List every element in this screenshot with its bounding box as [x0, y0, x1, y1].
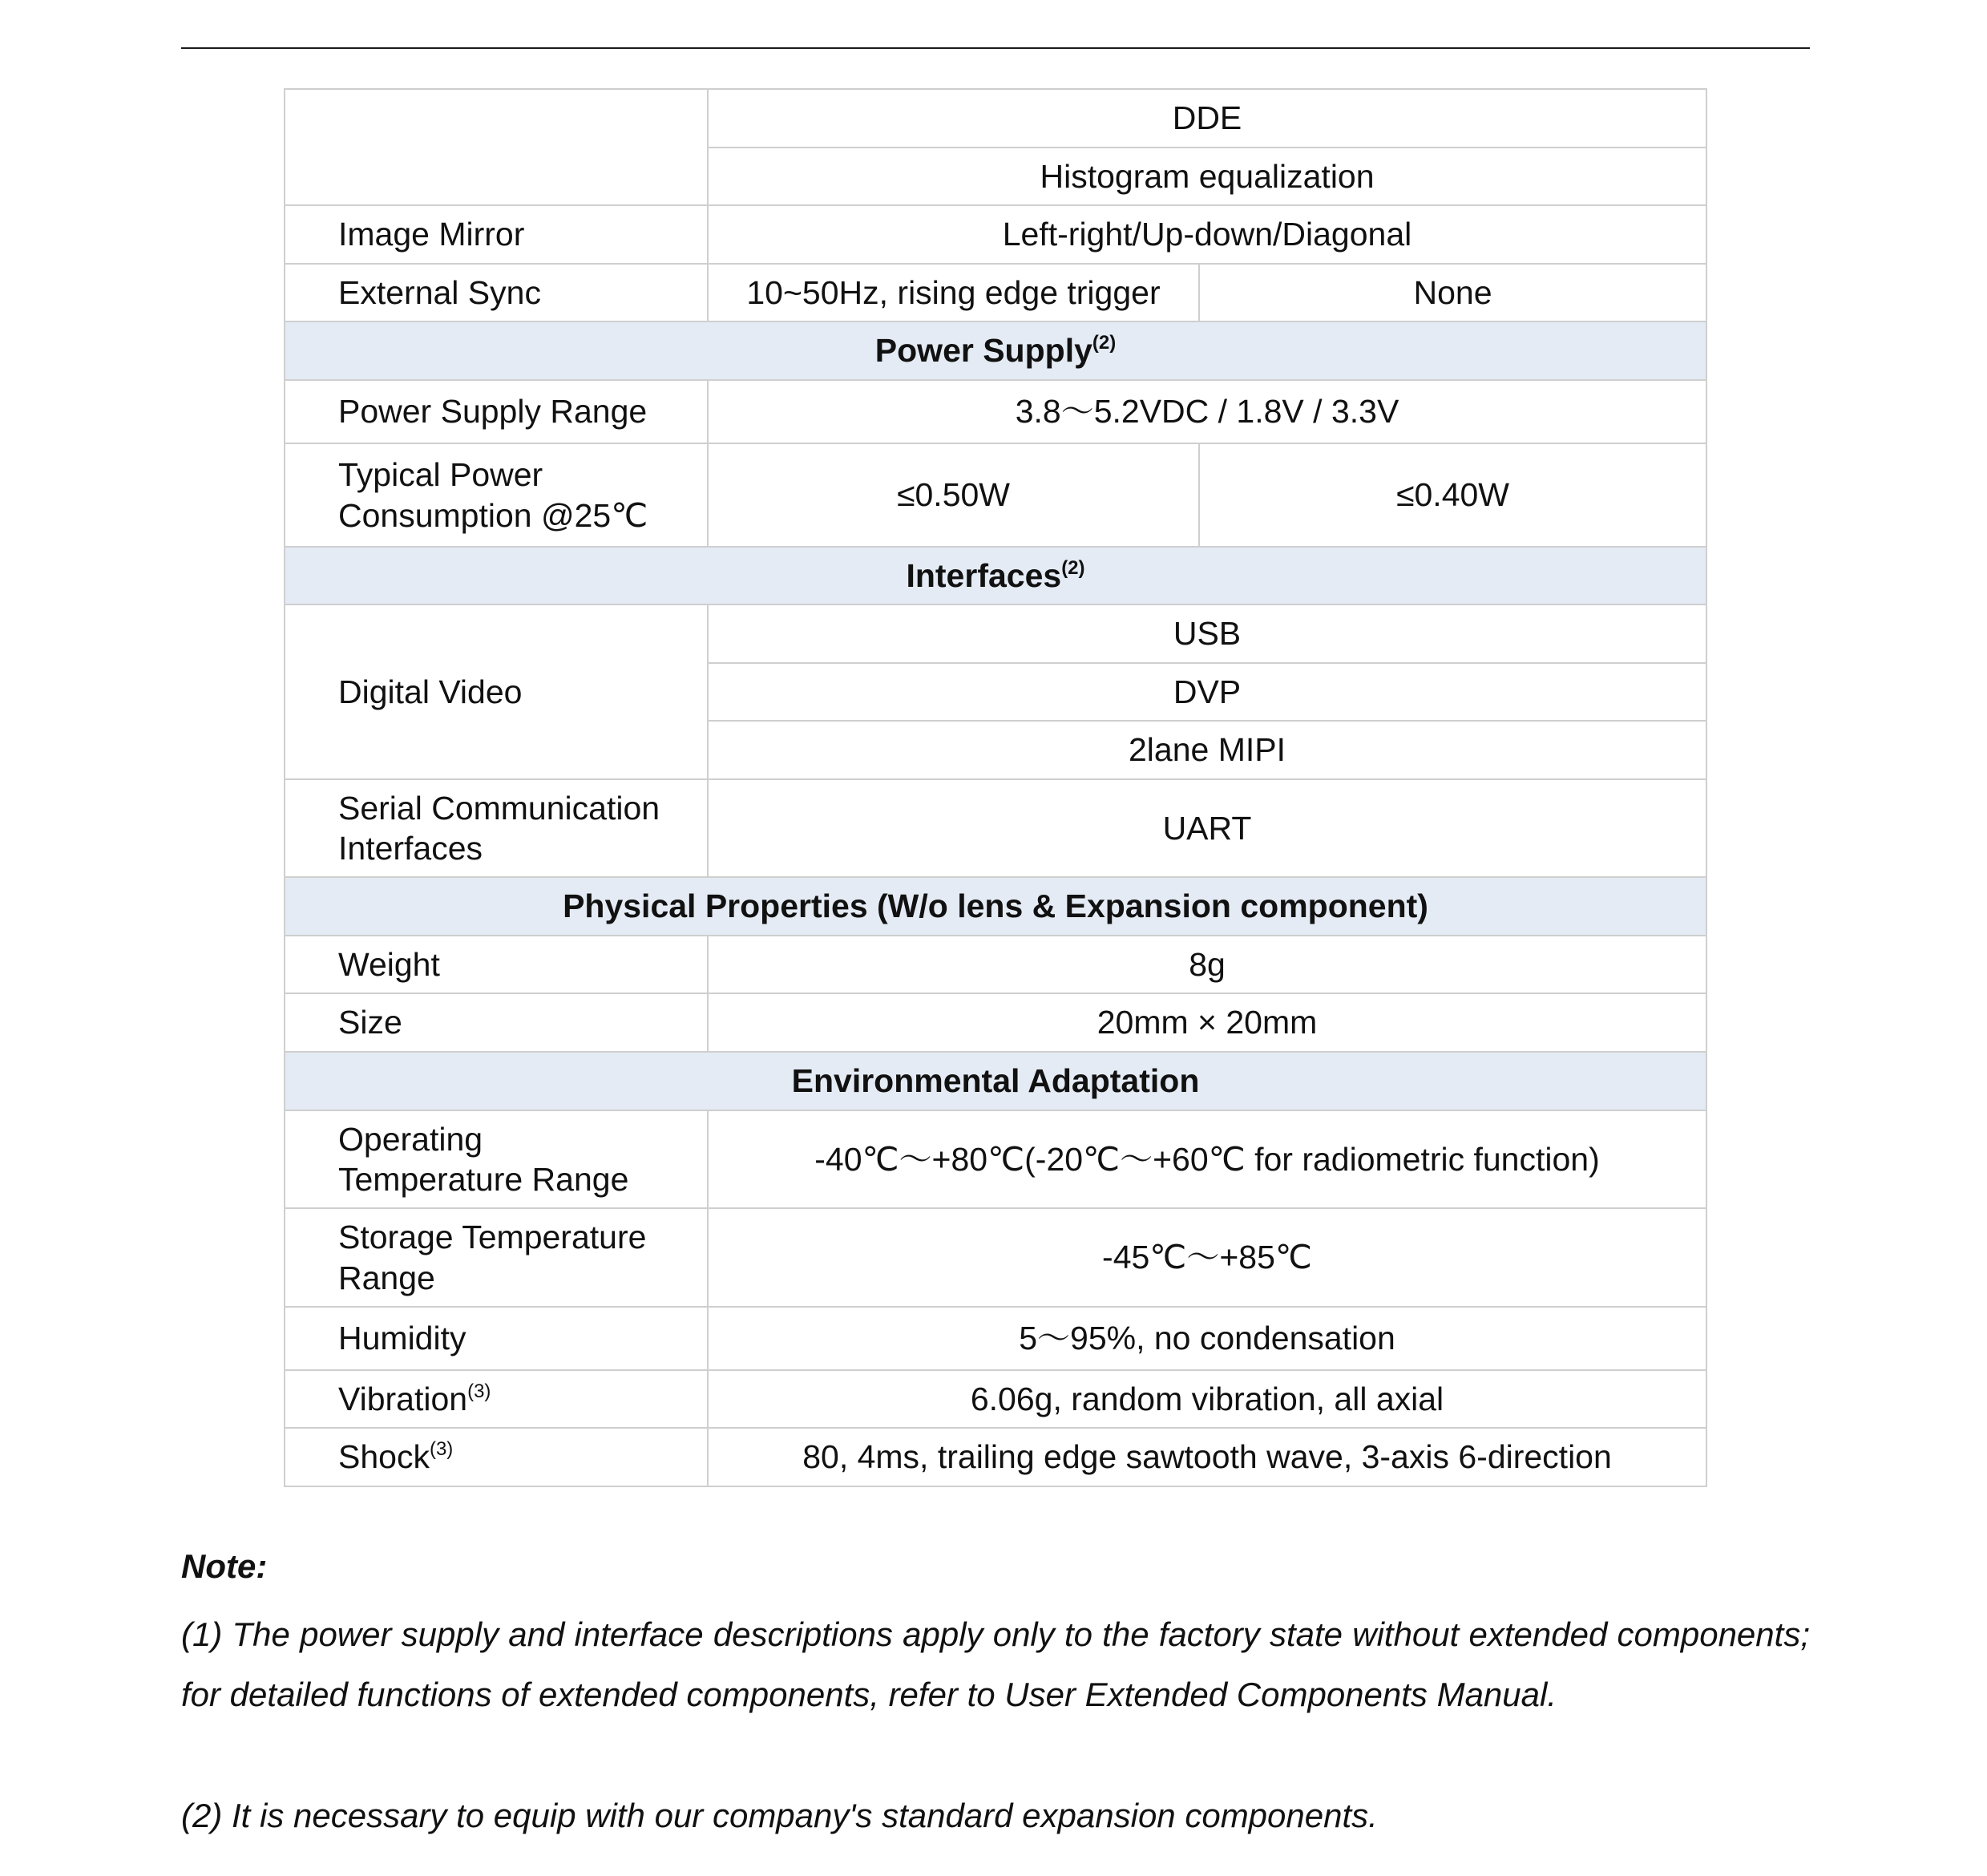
- table-row: [285, 1307, 1706, 1370]
- table-row: [285, 205, 1706, 264]
- note-2: (2) It is necessary to equip with our company's standard expansion components.: [181, 1797, 1378, 1834]
- label-text: Shock: [338, 1438, 430, 1476]
- footnote-marker: (2): [1092, 332, 1117, 354]
- table-row: [285, 89, 1706, 148]
- typical-power-value-a: ≤0.50W: [708, 443, 1199, 547]
- weight-value: 8g: [708, 936, 1706, 993]
- footnote-marker: (2): [1061, 556, 1085, 579]
- section-row-environment: [285, 1052, 1706, 1110]
- humidity-label: Humidity: [285, 1307, 708, 1370]
- table-row: [285, 936, 1706, 993]
- section-title-power-supply: [285, 321, 1706, 380]
- size-value: 20mm × 20mm: [708, 993, 1706, 1052]
- storage-temp-label: [285, 1208, 708, 1307]
- image-mirror-label: Image Mirror: [285, 205, 708, 264]
- digital-video-value-usb: USB: [708, 604, 1706, 663]
- table-row: [285, 1208, 1706, 1307]
- typical-power-label: [285, 443, 708, 547]
- table-row: [285, 604, 1706, 663]
- note-1: (1) The power supply and interface descriptions apply only to the factory state without extended components; for detailed functions of extended components, refer to User Extended Components Manual.: [181, 1615, 1810, 1713]
- weight-label: Weight: [285, 936, 708, 993]
- label-line: Typical Power: [338, 456, 543, 494]
- external-sync-value-a: 10~50Hz, rising edge trigger: [708, 264, 1199, 321]
- table-row: [285, 380, 1706, 443]
- section-title-physical: Physical Properties (W/o lens & Expansion component): [285, 877, 1706, 936]
- digital-video-label: Digital Video: [285, 604, 708, 779]
- label-line: Consumption @25℃: [338, 496, 648, 534]
- label-line: Temperature Range: [338, 1161, 629, 1198]
- table-row: [285, 1110, 1706, 1208]
- section-title-interfaces: [285, 547, 1706, 604]
- power-supply-range-value: 3.8～5.2VDC / 1.8V / 3.3V: [708, 380, 1706, 443]
- digital-video-value-mipi: 2lane MIPI: [708, 721, 1706, 779]
- section-row-interfaces: [285, 547, 1706, 604]
- label-line: Operating: [338, 1120, 483, 1158]
- shock-value: 80, 4ms, trailing edge sawtooth wave, 3-axis 6-direction: [708, 1428, 1706, 1486]
- label-text: Vibration: [338, 1380, 468, 1417]
- external-sync-label: External Sync: [285, 264, 708, 321]
- section-row-physical: [285, 877, 1706, 936]
- footnote-marker: (3): [467, 1380, 491, 1402]
- empty-label-cell: [285, 89, 708, 205]
- section-title-text: Interfaces: [906, 556, 1062, 594]
- label-line: Serial Communication: [338, 789, 660, 827]
- serial-comm-value: UART: [708, 779, 1706, 877]
- label-line: Interfaces: [338, 830, 483, 867]
- power-supply-range-label: Power Supply Range: [285, 380, 708, 443]
- footnote-marker: (3): [429, 1438, 454, 1461]
- section-title-text: Power Supply: [874, 332, 1092, 370]
- operating-temp-label: [285, 1110, 708, 1208]
- external-sync-value-b: None: [1199, 264, 1706, 321]
- table-row: [285, 1428, 1706, 1486]
- label-line: Storage Temperature: [338, 1219, 647, 1256]
- table-row: [285, 779, 1706, 877]
- dde-value: DDE: [708, 89, 1706, 148]
- table-row: [285, 1370, 1706, 1428]
- typical-power-value-b: ≤0.40W: [1199, 443, 1706, 547]
- section-row-power-supply: [285, 321, 1706, 380]
- header-rule: [181, 47, 1810, 49]
- shock-label: [285, 1428, 708, 1486]
- vibration-label: [285, 1370, 708, 1428]
- image-mirror-value: Left-right/Up-down/Diagonal: [708, 205, 1706, 264]
- label-line: Range: [338, 1259, 435, 1296]
- digital-video-value-dvp: DVP: [708, 663, 1706, 721]
- size-label: Size: [285, 993, 708, 1052]
- section-title-environment: Environmental Adaptation: [285, 1052, 1706, 1110]
- vibration-value: 6.06g, random vibration, all axial: [708, 1370, 1706, 1428]
- table-row: [285, 993, 1706, 1052]
- table-row: [285, 264, 1706, 321]
- histogram-value: Histogram equalization: [708, 148, 1706, 205]
- operating-temp-value: -40℃～+80℃(-20℃～+60℃ for radiometric function): [708, 1110, 1706, 1208]
- spec-table: [284, 88, 1707, 1487]
- serial-comm-label: [285, 779, 708, 877]
- humidity-value: 5～95%, no condensation: [708, 1307, 1706, 1370]
- storage-temp-value: -45℃～+85℃: [708, 1208, 1706, 1307]
- table-row: [285, 443, 1706, 547]
- notes-title: Note:: [181, 1547, 268, 1585]
